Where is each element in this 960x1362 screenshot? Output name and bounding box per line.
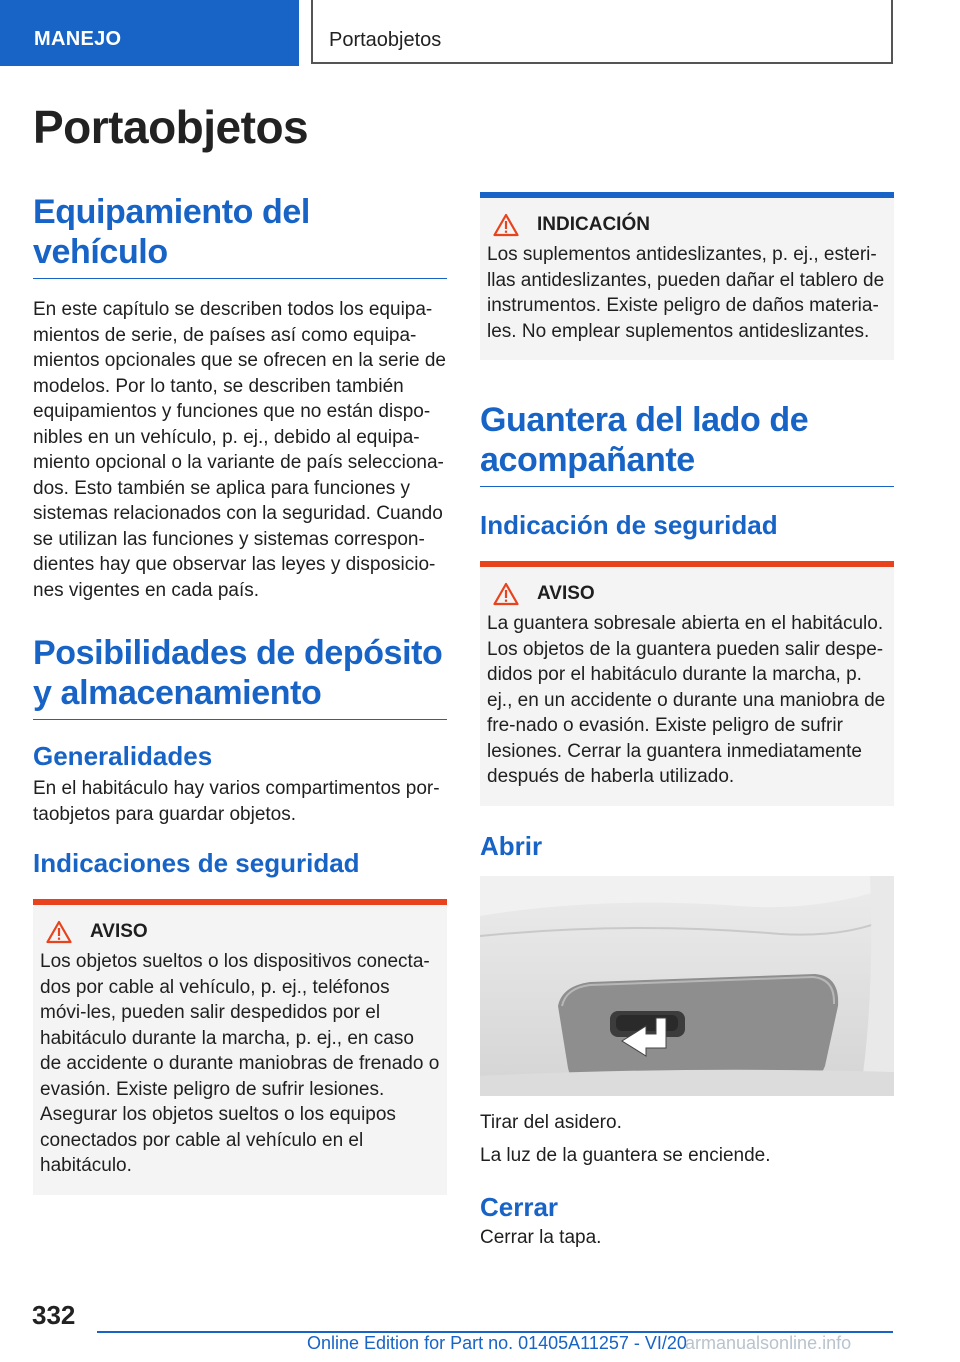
glovebox-warning-text: La guantera sobresale abierta en el habitáculo. Los objetos de la guantera pueden salir despe-didos por el habitáculo durante la marcha, p. ej., en un accidente o durante una maniobra de fre-nado o evasión. Existe peligro de sufrir lesiones. Cerrar la guantera inmediatamente después de haberla utilizado. xyxy=(487,613,886,787)
glovebox-warning-header xyxy=(487,581,887,607)
note-text: Los suplementos antideslizantes, p. ej., esteri-llas antideslizantes, pueden dañar el tablero de instrumentos. Existe peligro de daños materia-les. No emplear suplementos antideslizantes. xyxy=(487,244,885,342)
open-step-1: Tirar del asidero. xyxy=(480,1111,622,1133)
equipment-text: En este capítulo se describen todos los equipa-mientos de serie, de países así como equipa-mientos opcionales que se ofrecen en la serie de modelos. Por lo tanto, se describen también equipamientos y funciones que no están dispo-nibles en un vehículo, p. ej., debido al equipa-miento opcional o la variante de país selecciona-dos. Esto también se aplica para funciones y sistemas relacionados con la seguridad. Cuando se utilizan las funciones y sistemas correspon-dientes hay que observar las leyes y disposicio-nes vigentes en cada país. xyxy=(33,299,446,601)
warning-box xyxy=(33,899,447,1195)
header-section-label: MANEJO xyxy=(34,28,122,50)
glovebox-safety-heading: Indicación de seguridad xyxy=(480,510,778,540)
glovebox-photo xyxy=(480,876,894,1096)
footer-edition: Online Edition for Part no. 01405A11257 - VI/20 xyxy=(307,1333,687,1353)
header-topic-tab xyxy=(311,0,893,64)
close-heading: Cerrar xyxy=(480,1191,559,1222)
warning-triangle-icon xyxy=(46,920,72,944)
equipment-heading: Equipamiento del vehículo xyxy=(33,192,447,279)
close-text: Cerrar la tapa. xyxy=(480,1226,602,1248)
page-title: Portaobjetos xyxy=(33,101,309,153)
warning-triangle-icon xyxy=(493,582,519,606)
note-box xyxy=(480,192,894,360)
glovebox-heading: Guantera del lado de acompañante xyxy=(480,400,894,487)
general-heading: Generalidades xyxy=(33,741,213,771)
note-label: INDICACIÓN xyxy=(537,214,650,235)
open-heading: Abrir xyxy=(480,830,543,861)
header-section-tab xyxy=(0,0,299,66)
warning-box-header xyxy=(40,919,440,945)
warning-triangle-icon xyxy=(493,213,519,237)
warning-label: AVISO xyxy=(90,921,148,942)
warning-text: Los objetos sueltos o los dispositivos conecta-dos por cable al vehículo, p. ej., teléfonos móvi-les, pueden salir despedidos por el habitáculo durante la marcha, p. ej., en caso de accidente o durante maniobras de frenado o evasión. Existe peligro de sufrir lesiones. Asegurar los objetos sueltos o los equipos conectados por cable al vehículo en el habitáculo. xyxy=(40,951,440,1176)
note-box-header xyxy=(487,212,887,238)
storage-heading: Posibilidades de depósito y almacenamiento xyxy=(33,633,447,720)
glovebox-illustration xyxy=(480,876,894,1096)
right-column xyxy=(480,192,894,1250)
footer-watermark: armanualsonline.info xyxy=(685,1333,852,1353)
open-step-2: La luz de la guantera se enciende. xyxy=(480,1145,771,1166)
header-topic-label: Portaobjetos xyxy=(329,29,442,51)
glovebox-warning-box xyxy=(480,561,894,806)
glovebox-warning-label: AVISO xyxy=(537,583,595,604)
safety-heading: Indicaciones de seguridad xyxy=(33,848,360,878)
left-column xyxy=(33,190,447,1195)
page-number: 332 xyxy=(32,1300,76,1330)
general-text: En el habitáculo hay varios compartimentos por-taobjetos para guardar objetos. xyxy=(33,778,440,825)
